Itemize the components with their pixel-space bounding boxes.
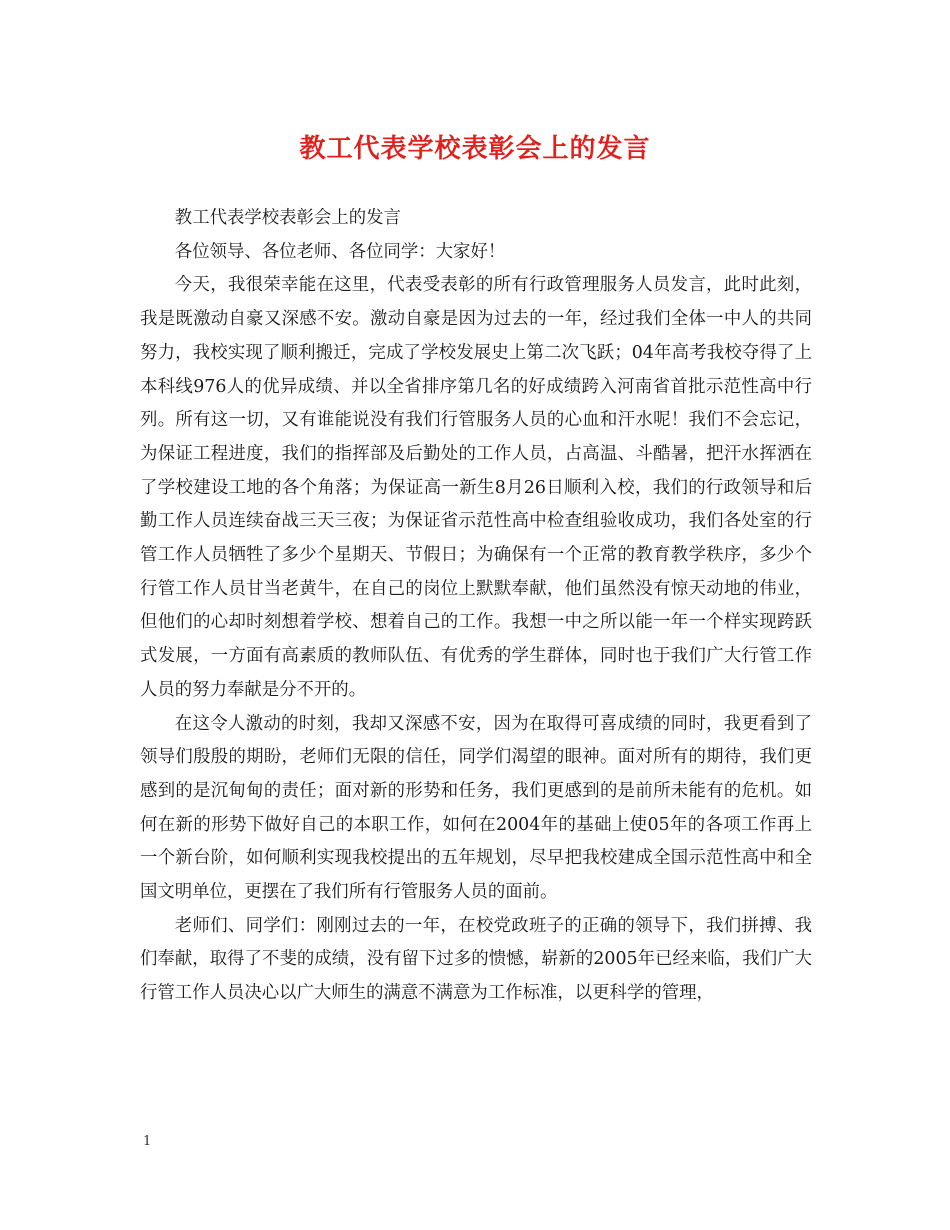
paragraph-body-3: 老师们、同学们：刚刚过去的一年，在校党政班子的正确的领导下，我们拼搏、我们奉献，取得了不斐的成绩，没有留下过多的愦憾，崭新的2005年已经来临，我们广大行管工作人员决心以广大师生的满意不满意为工作标准，以更科学的管理，	[140, 915, 812, 1004]
paragraph-body-2: 在这令人激动的时刻，我却又深感不安，因为在取得可喜成绩的同时，我更看到了领导们殷殷的期盼，老师们无限的信任，同学们渴望的眼神。面对所有的期待，我们更感到的是沉甸甸的责任；面对新的形势和任务，我们更感到的是前所未能有的危机。如何在新的形势下做好自己的本职工作，如何在2004年的基础上使05年的各项工作再上一个新台阶，如何顺利实现我校提出的五年规划，尽早把我校建成全国示范性高中和全国文明单位，更摆在了我们所有行管服务人员的面前。	[140, 713, 812, 903]
document-title: 教工代表学校表彰会上的发言	[299, 134, 651, 164]
paragraph-body-1: 今天，我很荣幸能在这里，代表受表彰的所有行政管理服务人员发言，此时此刻，我是既激动自豪又深感不安。激动自豪是因为过去的一年，经过我们全体一中人的共同努力，我校实现了顺利搬迁，完成了学校发展史上第二次飞跃；04年高考我校夺得了上本科线976人的优异成绩、并以全省排序第几名的好成绩跨入河南省首批示范性高中行列。所有这一切，又有谁能说没有我们行管服务人员的心血和汗水呢！我们不会忘记，为保证工程进度，我们的指挥部及后勤处的工作人员，占高温、斗酷暑，把汗水挥洒在了学校建设工地的各个角落；为保证高一新生8月26日顺利入校，我们的行政领导和后勤工作人员连续奋战三天三夜；为保证省示范性高中检查组验收成功，我们各处室的行管工作人员牺牲了多少个星期天、节假日；为确保有一个正常的教育教学秩序，多少个行管工作人员甘当老黄牛，在自己的岗位上默默奉献，他们虽然没有惊天动地的伟业，但他们的心却时刻想着学校、想着自己的工作。我想一中之所以能一年一个样实现跨跃式发展，一方面有高素质的教师队伍、有优秀的学生群体，同时也于我们广大行管工作人员的努力奉献是分不开的。	[140, 275, 812, 700]
document-body	[140, 202, 812, 1011]
paragraph-greeting: 各位领导、各位老师、各位同学：大家好！	[174, 241, 506, 262]
page-number: 1	[143, 1134, 152, 1149]
paragraph-subtitle: 教工代表学校表彰会上的发言	[174, 208, 401, 228]
